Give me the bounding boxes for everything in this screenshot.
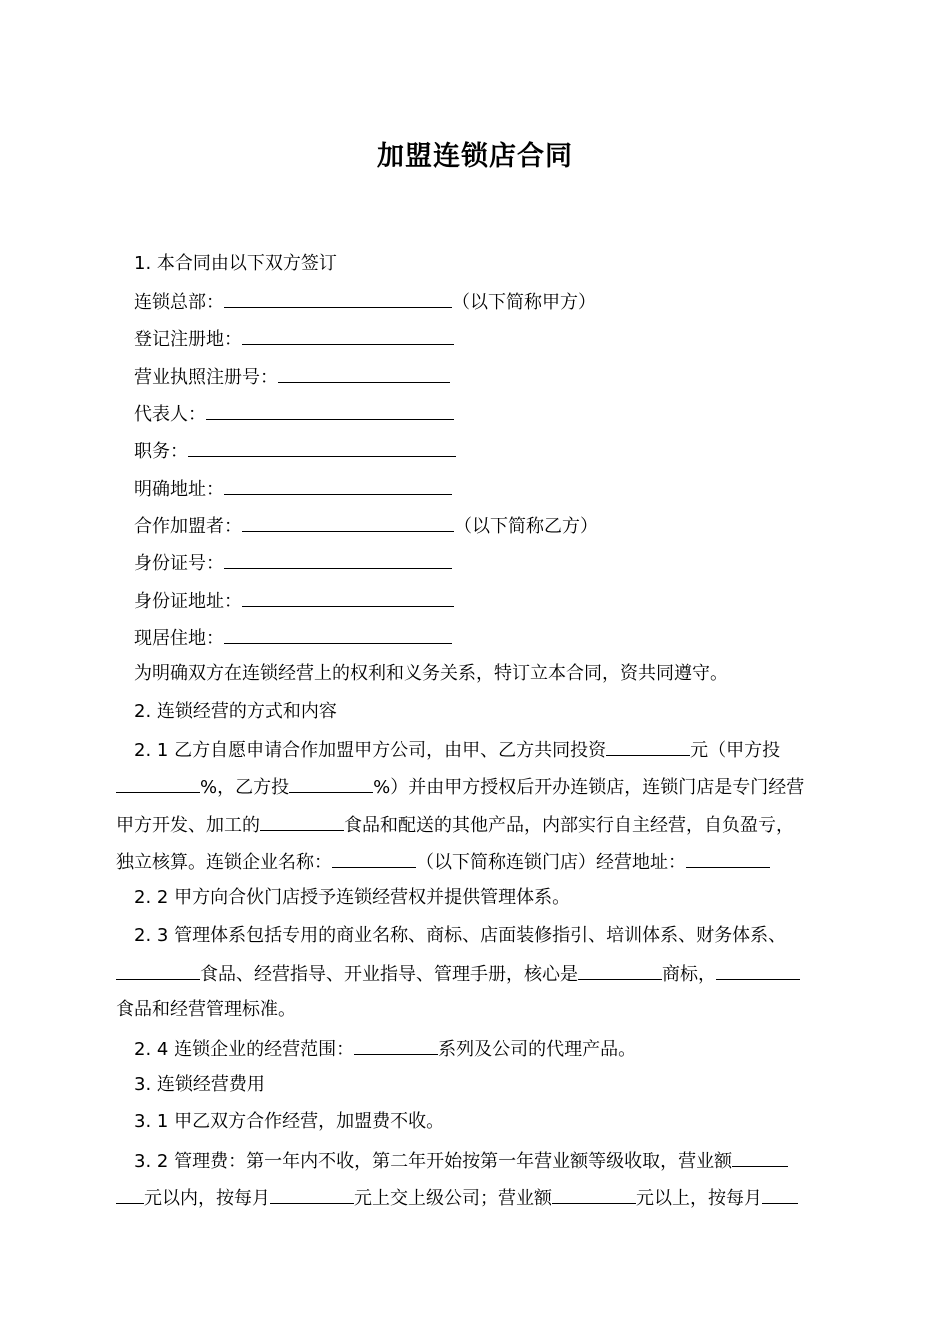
partner-line: [134, 513, 864, 539]
reg-label: 登记注册地：: [134, 329, 242, 350]
food-blank: [116, 961, 200, 980]
business-scope-blank: [354, 1036, 438, 1055]
rep-line: [134, 401, 864, 427]
clause-2-1-text-c: %，乙方投: [200, 777, 290, 798]
monthly-fee-blank-high: [762, 1185, 798, 1204]
position-blank: [188, 438, 456, 457]
id-line: [134, 550, 864, 576]
clause-2-4-text-a: 2. 4 连锁企业的经营范围：: [134, 1039, 355, 1060]
address-blank: [224, 476, 452, 495]
hq-line: [134, 289, 864, 315]
document-title: 加盟连锁店合同: [377, 141, 573, 172]
clause-2-3-text-c: 商标，: [662, 964, 716, 985]
investment-blank: [606, 737, 690, 756]
turnover-threshold-blank-b: [116, 1185, 144, 1204]
turnover-high-blank: [552, 1185, 636, 1204]
core-brand-blank: [578, 961, 662, 980]
section-3-heading: 3. 连锁经营费用: [134, 1074, 265, 1095]
partner-blank: [242, 513, 454, 532]
party-b-share-blank: [289, 774, 373, 793]
section-2-heading: 2. 连锁经营的方式和内容: [134, 701, 337, 722]
address-line: [134, 476, 864, 502]
clause-2-3-line-2: [116, 961, 846, 987]
id-addr-line: [134, 588, 864, 614]
clause-2-1-line-2: [116, 774, 846, 800]
purpose-paragraph: 为明确双方在连锁经营上的权利和义务关系，特订立本合同，资共同遵守。: [134, 663, 728, 684]
clause-2-1-line-1: [134, 737, 864, 763]
partner-suffix: （以下简称乙方）: [454, 516, 598, 537]
residence-blank: [224, 625, 452, 644]
position-line: [134, 438, 864, 464]
hq-blank: [224, 289, 452, 308]
clause-2-1-line-4: [116, 849, 846, 875]
turnover-threshold-blank-a: [732, 1148, 788, 1167]
section-1-heading: 1. 本合同由以下双方签订: [134, 253, 337, 274]
clause-2-2: 2. 2 甲方向合伙门店授予连锁经营权并提供管理体系。: [134, 887, 571, 908]
license-line: [134, 364, 864, 390]
clause-2-1-text-d: %）并由甲方授权后开办连锁店，连锁门店是专门经营: [373, 777, 805, 798]
clause-3-2-text-b: 元以内，按每月: [144, 1188, 270, 1209]
id-blank: [224, 550, 452, 569]
address-label: 明确地址：: [134, 479, 224, 500]
id-addr-label: 身份证地址：: [134, 591, 242, 612]
clause-3-2-text-c: 元上交上级公司；营业额: [354, 1188, 552, 1209]
reg-blank: [242, 326, 454, 345]
hq-label: 连锁总部：: [134, 292, 224, 313]
clause-2-3-line-1: 2. 3 管理体系包括专用的商业名称、商标、店面装修指引、培训体系、财务体系、: [134, 925, 787, 946]
clause-2-1-text-b: 元（甲方投: [690, 740, 781, 761]
monthly-fee-blank-low: [270, 1185, 354, 1204]
rep-label: 代表人：: [134, 404, 206, 425]
clause-2-1-line-3: [116, 812, 846, 838]
clause-2-1-text-h: （以下简称连锁门店）经营地址：: [416, 852, 686, 873]
clause-3-2-line-1: [134, 1148, 864, 1174]
clause-2-1-text-g: 独立核算。连锁企业名称：: [116, 852, 332, 873]
clause-2-4-text-b: 系列及公司的代理产品。: [438, 1039, 637, 1060]
clause-3-2-text-d: 元以上，按每月: [636, 1188, 762, 1209]
hq-suffix: （以下简称甲方）: [452, 292, 596, 313]
party-a-share-blank: [116, 774, 200, 793]
id-label: 身份证号：: [134, 553, 224, 574]
residence-line: [134, 625, 864, 651]
partner-label: 合作加盟者：: [134, 516, 242, 537]
clause-2-3-text-b: 食品、经营指导、开业指导、管理手册，核心是: [200, 964, 578, 985]
residence-label: 现居住地：: [134, 628, 224, 649]
core-food-blank: [716, 961, 800, 980]
rep-blank: [206, 401, 454, 420]
clause-2-4: [134, 1036, 864, 1062]
clause-2-1-text-f: 食品和配送的其他产品，内部实行自主经营，自负盈亏，: [344, 815, 794, 836]
food-type-blank: [260, 812, 344, 831]
clause-3-2-line-2: [116, 1185, 846, 1211]
reg-line: [134, 326, 864, 352]
license-blank: [278, 364, 450, 383]
license-label: 营业执照注册号：: [134, 367, 278, 388]
company-name-blank: [332, 849, 416, 868]
business-address-blank: [686, 849, 770, 868]
clause-2-1-text-e: 甲方开发、加工的: [116, 815, 260, 836]
position-label: 职务：: [134, 441, 188, 462]
clause-2-1-text-a: 2. 1 乙方自愿申请合作加盟甲方公司，由甲、乙方共同投资: [134, 740, 607, 761]
clause-3-2-text-a: 3. 2 管理费：第一年内不收，第二年开始按第一年营业额等级收取，营业额: [134, 1151, 733, 1172]
clause-2-3-line-3: 食品和经营管理标准。: [116, 999, 296, 1020]
clause-3-1: 3. 1 甲乙双方合作经营，加盟费不收。: [134, 1111, 445, 1132]
id-addr-blank: [242, 588, 454, 607]
